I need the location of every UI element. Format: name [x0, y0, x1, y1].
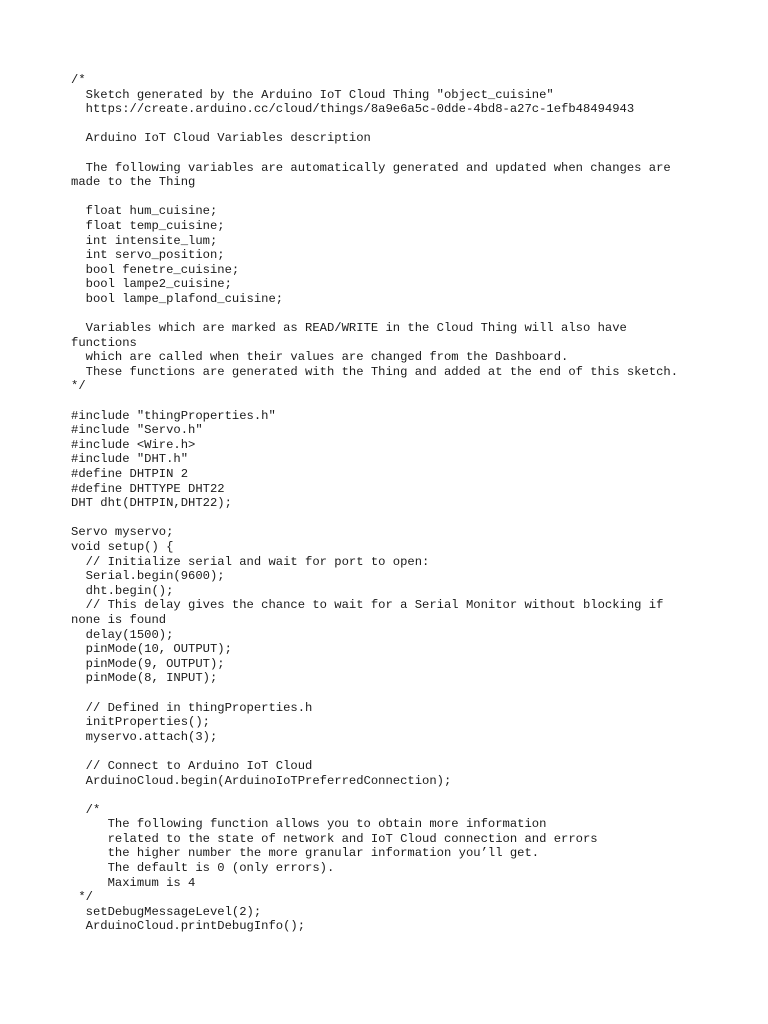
code-line: int intensite_lum; — [71, 233, 218, 248]
code-line: The following variables are automatically generated and updated when changes are — [71, 160, 671, 175]
code-line: void setup() { — [71, 540, 174, 554]
code-line: ArduinoCloud.begin(ArduinoIoTPreferredConnection); — [71, 773, 452, 788]
code-line — [71, 190, 711, 205]
code-line: #include "thingProperties.h" — [71, 408, 276, 423]
code-line: // Initialize serial and wait for port to open: — [71, 554, 430, 569]
code-line: functions — [71, 335, 137, 350]
code-line: pinMode(10, OUTPUT); — [71, 642, 232, 657]
code-line: https://create.arduino.cc/cloud/things/8a9e6a5c-0dde-4bd8-a27c-1efb48494943 — [71, 102, 635, 117]
code-line: delay(1500); — [71, 627, 174, 642]
code-line: #include <Wire.h> — [71, 437, 196, 452]
code-line: bool fenetre_cuisine; — [71, 262, 240, 277]
code-line: DHT dht(DHTPIN,DHT22); — [71, 496, 232, 511]
code-line: related to the state of network and IoT Cloud connection and errors — [71, 831, 598, 846]
code-line: // Connect to Arduino IoT Cloud — [71, 758, 313, 773]
code-line: The following function allows you to obtain more information — [71, 817, 547, 832]
code-line: Arduino IoT Cloud Variables description — [71, 131, 371, 146]
code-line: // Defined in thingProperties.h — [71, 700, 313, 715]
code-line: Sketch generated by the Arduino IoT Cloud Thing "object_cuisine" — [71, 87, 554, 102]
code-line: the higher number the more granular information you’ll get. — [71, 846, 540, 861]
code-line: initProperties(); — [71, 715, 210, 730]
code-line — [71, 117, 711, 132]
code-line: pinMode(8, INPUT); — [71, 671, 218, 686]
code-line: Maximum is 4 — [71, 875, 196, 890]
code-line: */ — [71, 379, 86, 394]
code-line: which are called when their values are changed from the Dashboard. — [71, 350, 569, 365]
code-line: int servo_position; — [71, 248, 225, 263]
code-line: /* — [71, 73, 86, 87]
code-listing — [71, 73, 711, 934]
code-line: float hum_cuisine; — [71, 204, 218, 219]
code-line: myservo.attach(3); — [71, 729, 218, 744]
code-line: #define DHTPIN 2 — [71, 467, 189, 482]
code-line — [71, 686, 711, 701]
code-line: bool lampe_plafond_cuisine; — [71, 291, 284, 306]
code-line — [71, 788, 711, 803]
code-line — [71, 394, 711, 409]
code-line: #include "DHT.h" — [71, 452, 189, 467]
code-line — [71, 146, 711, 161]
code-line: The default is 0 (only errors). — [71, 861, 335, 876]
code-line: float temp_cuisine; — [71, 218, 225, 233]
code-line: made to the Thing — [71, 175, 196, 190]
code-line — [71, 744, 711, 759]
code-line: /* — [71, 802, 101, 817]
code-line: setDebugMessageLevel(2); — [71, 904, 262, 919]
code-line: Variables which are marked as READ/WRITE in the Cloud Thing will also have — [71, 321, 627, 336]
code-line: */ — [71, 890, 93, 905]
code-line — [71, 307, 711, 322]
code-line: #define DHTTYPE DHT22 — [71, 481, 225, 496]
code-line: // This delay gives the chance to wait for a Serial Monitor without blocking if — [71, 598, 664, 613]
code-line: ArduinoCloud.printDebugInfo(); — [71, 919, 306, 934]
code-line: pinMode(9, OUTPUT); — [71, 656, 225, 671]
code-line: dht.begin(); — [71, 583, 174, 598]
code-line: bool lampe2_cuisine; — [71, 277, 232, 292]
code-line: none is found — [71, 612, 167, 627]
code-line: Servo myservo; — [71, 525, 174, 540]
code-line: These functions are generated with the Thing and added at the end of this sketch. — [71, 364, 679, 379]
code-line: #include "Servo.h" — [71, 423, 203, 438]
code-line — [71, 511, 711, 526]
code-line: Serial.begin(9600); — [71, 569, 225, 584]
